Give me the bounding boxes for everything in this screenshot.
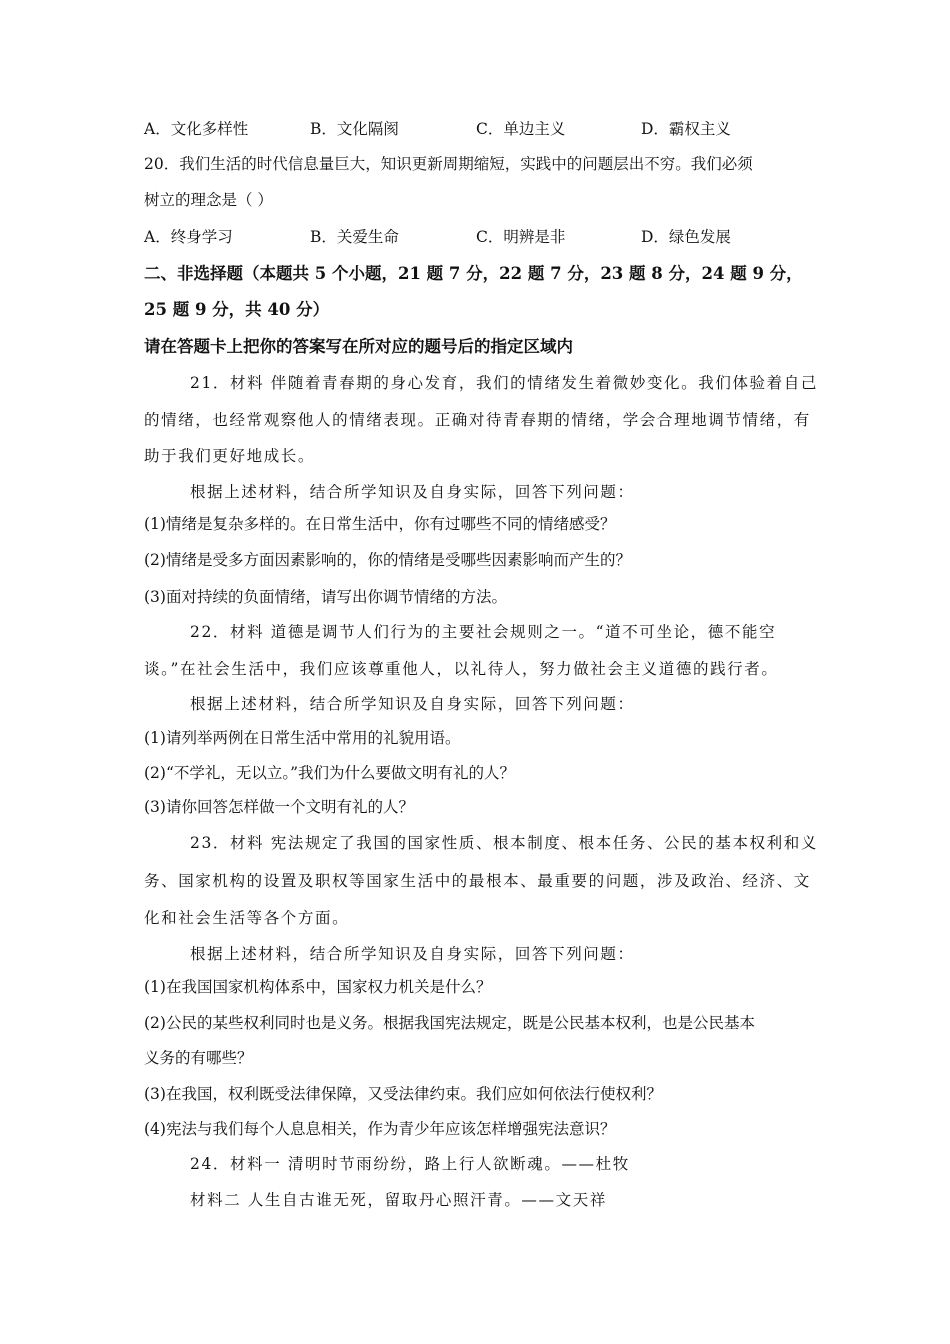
sub-question: (3)面对持续的负面情绪，请写出你调节情绪的方法。 [144, 588, 507, 606]
sub-question: (1)在我国国家机构体系中，国家权力机关是什么？ [144, 978, 492, 996]
option-a: A．文化多样性 [144, 120, 249, 138]
question-prompt: 根据上述材料，结合所学知识及自身实际，回答下列问题： [190, 945, 635, 963]
option-b: B．关爱生命 [310, 228, 399, 246]
option-d: D．霸权主义 [641, 120, 731, 138]
option-b: B．文化隔阂 [310, 120, 399, 138]
sub-question: (2)“不学礼，无以立。”我们为什么要做文明有礼的人？ [144, 764, 516, 782]
sub-question: (2)公民的某些权利同时也是义务。根据我国宪法规定，既是公民基本权利，也是公民基本 [144, 1014, 755, 1032]
section-title: 25 题 9 分，共 40 分） [144, 300, 330, 319]
material-text: 材料二 人生自古谁无死，留取丹心照汗青。——文天祥 [190, 1191, 607, 1209]
material-text: 谈。”在社会生活中，我们应该尊重他人，以礼待人，努力做社会主义道德的践行者。 [144, 660, 779, 678]
material-text: 化和社会生活等各个方面。 [144, 909, 350, 927]
sub-question: (1)请列举两例在日常生活中常用的礼貌用语。 [144, 729, 461, 747]
question-prompt: 根据上述材料，结合所学知识及自身实际，回答下列问题： [190, 695, 635, 713]
option-d: D．绿色发展 [641, 228, 731, 246]
option-c: C．单边主义 [476, 120, 566, 138]
material-text: 助于我们更好地成长。 [144, 447, 316, 465]
sub-question: (3)请你回答怎样做一个文明有礼的人？ [144, 798, 414, 816]
material-text: 24．材料一 清明时节雨纷纷，路上行人欲断魂。——杜牧 [190, 1155, 630, 1173]
option-c: C．明辨是非 [476, 228, 566, 246]
question-stem: 20．我们生活的时代信息量巨大，知识更新周期缩短，实践中的问题层出不穷。我们必须 [144, 155, 753, 173]
sub-question: (1)情绪是复杂多样的。在日常生活中，你有过哪些不同的情绪感受？ [144, 515, 616, 533]
question-stem: 树立的理念是（ ） [144, 191, 273, 209]
material-text: 21．材料 伴随着青春期的身心发育，我们的情绪发生着微妙变化。我们体验着自己 [190, 374, 818, 392]
section-title: 二、非选择题（本题共 5 个小题，21 题 7 分，22 题 7 分，23 题 8 分，24 题 9 分， [144, 264, 803, 283]
sub-question: (3)在我国，权利既受法律保障，又受法律约束。我们应如何依法行使权利？ [144, 1085, 662, 1103]
material-text: 务、国家机构的设置及职权等国家生活中的最根本、最重要的问题，涉及政治、经济、文 [144, 872, 811, 890]
sub-question: (2)情绪是受多方面因素影响的，你的情绪是受哪些因素影响而产生的？ [144, 551, 631, 569]
section-instruction: 请在答题卡上把你的答案写在所对应的题号后的指定区域内 [144, 337, 573, 356]
question-prompt: 根据上述材料，结合所学知识及自身实际，回答下列问题： [190, 483, 635, 501]
material-text: 23．材料 宪法规定了我国的国家性质、根本制度、根本任务、公民的基本权利和义 [190, 834, 818, 852]
option-a: A．终身学习 [144, 228, 233, 246]
material-text: 22．材料 道德是调节人们行为的主要社会规则之一。“道不可坐论，德不能空 [190, 623, 777, 641]
sub-question: (4)宪法与我们每个人息息相关，作为青少年应该怎样增强宪法意识？ [144, 1120, 616, 1138]
material-text: 的情绪，也经常观察他人的情绪表现。正确对待青春期的情绪，学会合理地调节情绪，有 [144, 411, 811, 429]
sub-question: 义务的有哪些？ [144, 1049, 253, 1067]
